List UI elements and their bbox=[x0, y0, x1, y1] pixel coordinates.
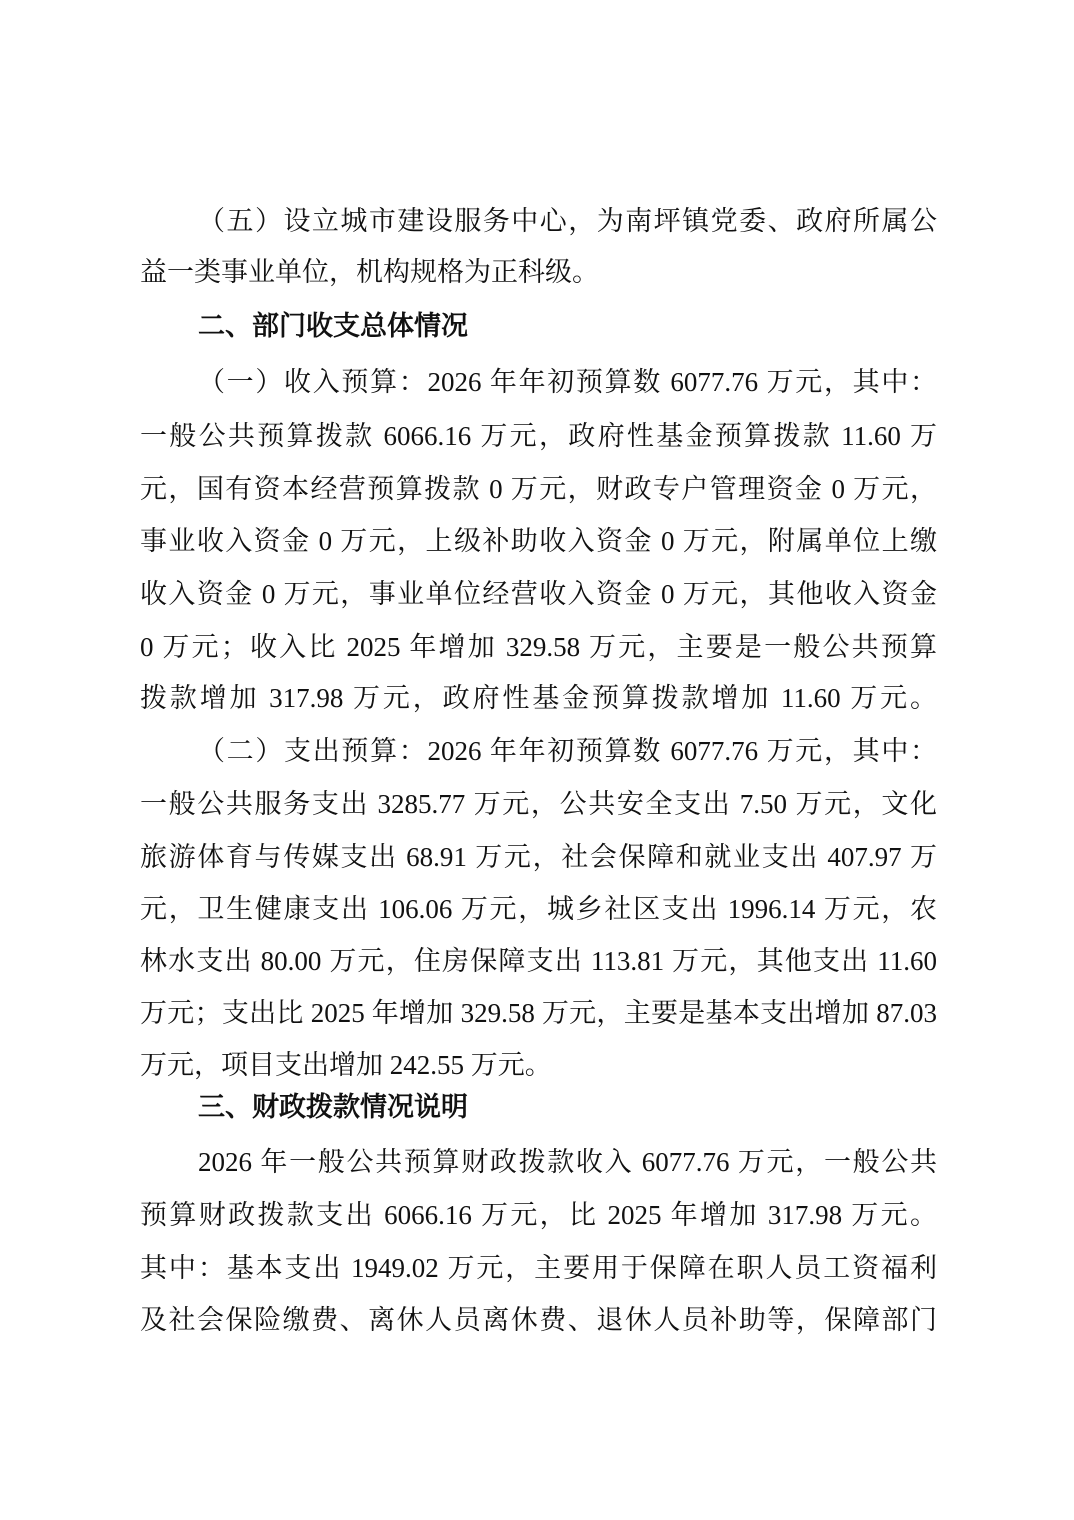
paragraph-line: 2026 年一般公共预算财政拨款收入 6077.76 万元，一般公共 bbox=[198, 1147, 937, 1177]
paragraph-line: 一般公共服务支出 3285.77 万元，公共安全支出 7.50 万元，文化 bbox=[140, 789, 937, 819]
paragraph-line: 元，国有资本经营预算拨款 0 万元，财政专户管理资金 0 万元， bbox=[140, 474, 937, 504]
paragraph-line: 其中：基本支出 1949.02 万元，主要用于保障在职人员工资福利 bbox=[140, 1253, 937, 1283]
paragraph-line: 收入资金 0 万元，事业单位经营收入资金 0 万元，其他收入资金 bbox=[140, 579, 937, 609]
paragraph-line: 林水支出 80.00 万元，住房保障支出 113.81 万元，其他支出 11.60 bbox=[140, 946, 937, 976]
paragraph-line: 预算财政拨款支出 6066.16 万元，比 2025 年增加 317.98 万元。 bbox=[140, 1200, 937, 1230]
section-heading: 三、财政拨款情况说明 bbox=[198, 1092, 468, 1123]
paragraph-line: 万元，项目支出增加 242.55 万元。 bbox=[140, 1050, 552, 1080]
paragraph-line: 元，卫生健康支出 106.06 万元，城乡社区支出 1996.14 万元，农 bbox=[140, 894, 937, 924]
paragraph-line: 万元；支出比 2025 年增加 329.58 万元，主要是基本支出增加 87.03 bbox=[140, 998, 937, 1028]
paragraph-line: 旅游体育与传媒支出 68.91 万元，社会保障和就业支出 407.97 万 bbox=[140, 842, 937, 872]
paragraph-line: （二）支出预算：2026 年年初预算数 6077.76 万元，其中： bbox=[198, 736, 937, 766]
paragraph-line: （一）收入预算：2026 年年初预算数 6077.76 万元，其中： bbox=[198, 367, 937, 397]
paragraph-line: （五）设立城市建设服务中心，为南坪镇党委、政府所属公 bbox=[198, 206, 937, 236]
paragraph-line: 益一类事业单位，机构规格为正科级。 bbox=[140, 257, 599, 287]
section-heading: 二、部门收支总体情况 bbox=[198, 311, 468, 342]
paragraph-line: 事业收入资金 0 万元，上级补助收入资金 0 万元，附属单位上缴 bbox=[140, 526, 937, 556]
paragraph-line: 拨款增加 317.98 万元，政府性基金预算拨款增加 11.60 万元。 bbox=[140, 683, 937, 713]
paragraph-line: 一般公共预算拨款 6066.16 万元，政府性基金预算拨款 11.60 万 bbox=[140, 421, 937, 451]
paragraph-line: 0 万元；收入比 2025 年增加 329.58 万元，主要是一般公共预算 bbox=[140, 632, 937, 662]
paragraph-line: 及社会保险缴费、离休人员离休费、退休人员补助等，保障部门 bbox=[140, 1305, 937, 1335]
